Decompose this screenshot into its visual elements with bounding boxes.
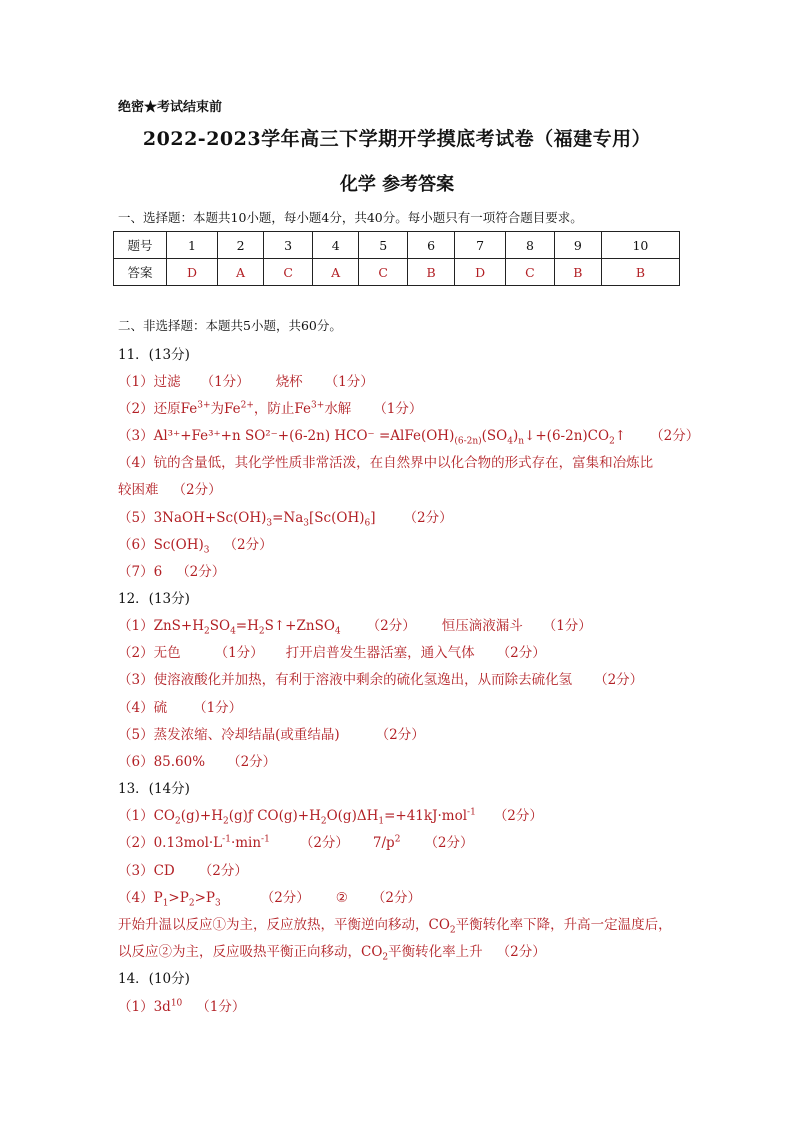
q11-answer-4: （4）钪的含量低，其化学性质非常活泼，在自然界中以化合物的形式存在，富集和冶炼比 [118, 455, 654, 471]
question-number: 3 [264, 232, 313, 259]
q11-answer-4-cont [118, 478, 222, 498]
superscript: 3+ [197, 400, 211, 411]
question-number: 7 [455, 232, 506, 259]
answer-text: 恒压滴液漏斗 [441, 618, 523, 634]
superscript: 2 [394, 834, 401, 845]
score: （2分） [176, 564, 226, 580]
superscript: 10 [170, 998, 183, 1009]
answer-text: 平衡转化率下降，升高一定温度后， [455, 917, 672, 933]
subscript: 6 [364, 518, 371, 529]
answer-text: （6）Sc(OH) [118, 537, 204, 553]
answer-cell: D [455, 259, 506, 286]
equation: （5）3NaOH+Sc(OH) [118, 510, 267, 526]
score: （2分） [375, 727, 425, 743]
subscript: 3 [266, 518, 273, 529]
answer-text: （2）无色 [118, 645, 181, 661]
score: （2分） [403, 510, 453, 526]
q11-heading: 11．(13分) [118, 347, 190, 363]
subscript: 2 [204, 626, 210, 637]
subscript: (6-2n) [454, 436, 482, 447]
answer-text: （2）0.13mol·L [118, 835, 223, 851]
equation: （1）ZnS+H [118, 618, 204, 634]
subscript: 4 [230, 626, 236, 637]
row-label-question: 题号 [114, 232, 167, 259]
q12-answer-2 [118, 641, 546, 661]
superscript: -1 [261, 834, 270, 845]
q11-answer-2 [118, 397, 422, 417]
score: （1分） [373, 401, 423, 417]
answer-text: （2）还原Fe [118, 401, 198, 417]
answer-cell: D [167, 259, 218, 286]
answer-text: 开始升温以反应①为主，反应放热，平衡逆向移动，CO [118, 917, 450, 933]
equation: =H [235, 618, 259, 634]
question-number-row [114, 232, 680, 259]
answer-text: （6）85.60% [118, 754, 206, 770]
answer-cell: C [264, 259, 313, 286]
score: （2分） [496, 944, 546, 960]
confidential-label: 绝密★考试结束前 [118, 100, 223, 115]
row-label-answer: 答案 [114, 259, 167, 286]
q11-answer-3 [118, 424, 699, 447]
answer-text: （4）P [118, 890, 163, 906]
q12-answer-4 [118, 696, 242, 716]
subscript: 2 [188, 898, 195, 909]
answer-text: （7）6 [118, 564, 163, 580]
q14-heading: 14．(10分) [118, 971, 190, 987]
q13-answer-1 [118, 804, 543, 827]
q13-explanation-1 [118, 913, 672, 936]
answer-text: （4）硫 [118, 700, 168, 716]
answer-cell: B [554, 259, 601, 286]
answer-cell: C [359, 259, 408, 286]
score: （2分） [198, 863, 248, 879]
q13-explanation-2 [118, 940, 546, 963]
score: （2分） [594, 672, 644, 688]
equation: (SO [481, 428, 508, 444]
score: （2分） [366, 618, 416, 634]
q13-heading: 13．(14分) [118, 781, 190, 797]
subscript: n [518, 436, 525, 447]
page-title: 2022-2023学年高三下学期开学摸底考试卷（福建专用） [142, 128, 652, 150]
answer-text: 为Fe [210, 401, 241, 417]
answer-text: ，防止Fe [253, 401, 312, 417]
answer-text: 水解 [324, 401, 352, 417]
subscript: 2 [609, 436, 615, 447]
answer-text: 以反应②为主，反应吸热平衡正向移动，CO [118, 944, 383, 960]
equation: SO [209, 618, 231, 634]
answer-text: （3）CD [118, 863, 175, 879]
equation: S↑+ZnSO [264, 618, 335, 634]
equation: [Sc(OH) [309, 510, 365, 526]
equation: (g)+H [180, 808, 223, 824]
answer-text: 烧杯 [275, 374, 303, 390]
question-number: 4 [313, 232, 359, 259]
subscript: 3 [214, 898, 221, 909]
subscript: 3 [303, 518, 310, 529]
equation: O(g)ΔH [326, 808, 379, 824]
score: （1分） [324, 374, 374, 390]
answer-text: ·min [230, 835, 262, 851]
answer-text: （3）使溶液酸化并加热，有利于溶液中剩余的硫化氢逸出，从而除去硫化氢 [118, 672, 573, 688]
answer-cell: B [408, 259, 455, 286]
q14-answer-1 [118, 995, 245, 1015]
subscript: 2 [175, 816, 181, 827]
score: （2分） [650, 428, 700, 444]
score: （1分） [200, 374, 250, 390]
equation: （3）Al³⁺+Fe³⁺+n SO²⁻+(6-2n) HCO⁻ =AlFe(OH) [118, 428, 455, 444]
subscript: 4 [334, 626, 341, 637]
score: （1分） [214, 645, 264, 661]
answer-text: >P [194, 890, 215, 906]
subscript: 1 [162, 898, 169, 909]
q13-answer-2 [118, 831, 474, 851]
section2-heading: 二、非选择题：本题共5小题，共60分。 [118, 318, 342, 333]
section1-heading: 一、选择题：本题共10小题，每小题4分，共40分。每小题只有一项符合题目要求。 [118, 210, 583, 225]
answer-text: （5）蒸发浓缩、冷却结晶(或重结晶) [118, 727, 340, 743]
score: （1分） [196, 999, 246, 1015]
answer-cell: B [601, 259, 679, 286]
page-subtitle: 化学 参考答案 [339, 174, 455, 195]
question-number: 6 [408, 232, 455, 259]
score: （2分） [424, 835, 474, 851]
subscript: 1 [378, 816, 385, 827]
subscript: 2 [258, 626, 265, 637]
equation: ) [512, 428, 519, 444]
question-number: 1 [167, 232, 218, 259]
answer-text: >P [168, 890, 189, 906]
equation: ↓+(6-2n)CO [524, 428, 610, 444]
equation: ] [370, 510, 376, 526]
answer-text: （1）3d [118, 999, 171, 1015]
q12-answer-5 [118, 723, 425, 743]
answer-row [114, 259, 680, 286]
subscript: 2 [382, 952, 389, 963]
superscript: 2+ [240, 400, 254, 411]
score: （1分） [193, 700, 243, 716]
q11-answer-1 [118, 370, 374, 390]
score: （2分） [172, 482, 222, 498]
q11-answer-6 [118, 533, 273, 556]
question-number: 9 [554, 232, 601, 259]
subscript: 2 [223, 816, 229, 827]
answer-text: 较困难 [118, 482, 159, 498]
answer-cell: A [313, 259, 359, 286]
score: （1分） [542, 618, 592, 634]
q12-answer-3 [118, 668, 643, 688]
q12-answer-6 [118, 750, 276, 770]
equation: =Na [272, 510, 304, 526]
q11-answer-5 [118, 506, 453, 529]
answer-text: 平衡转化率上升 [388, 944, 483, 960]
superscript: -1 [222, 834, 231, 845]
score: （2分） [223, 537, 273, 553]
superscript: -1 [467, 807, 476, 818]
answer-text: （1）过滤 [118, 374, 181, 390]
q12-answer-1 [118, 614, 592, 637]
q11-answer-7 [118, 560, 225, 580]
answer-table [113, 231, 680, 286]
score: （2分） [493, 808, 543, 824]
score: （2分） [260, 890, 310, 906]
answer-text: 打开启普发生器活塞，通入气体 [285, 645, 475, 661]
question-number: 8 [506, 232, 555, 259]
question-number: 5 [359, 232, 408, 259]
equation: (g)ƒ CO(g)+H [228, 808, 321, 824]
score: （2分） [496, 645, 546, 661]
subscript: 2 [320, 816, 327, 827]
score: （2分） [371, 890, 421, 906]
answer-cell: A [217, 259, 263, 286]
q13-answer-4 [118, 886, 421, 909]
answer-text: 7/p [372, 835, 395, 851]
subscript: 3 [203, 545, 210, 556]
question-number: 10 [601, 232, 679, 259]
equation: =+41kJ·mol [384, 808, 468, 824]
subscript: 2 [449, 925, 456, 936]
equation: ↑ [614, 428, 627, 444]
score: （2分） [227, 754, 277, 770]
q13-answer-3 [118, 859, 248, 879]
question-number: 2 [217, 232, 263, 259]
superscript: 3+ [311, 400, 325, 411]
subscript: 4 [507, 436, 513, 447]
q12-heading: 12．(13分) [118, 591, 190, 607]
score: （2分） [299, 835, 349, 851]
answer-cell: C [506, 259, 555, 286]
equation: （1）CO [118, 808, 175, 824]
answer-text: ② [335, 890, 348, 906]
